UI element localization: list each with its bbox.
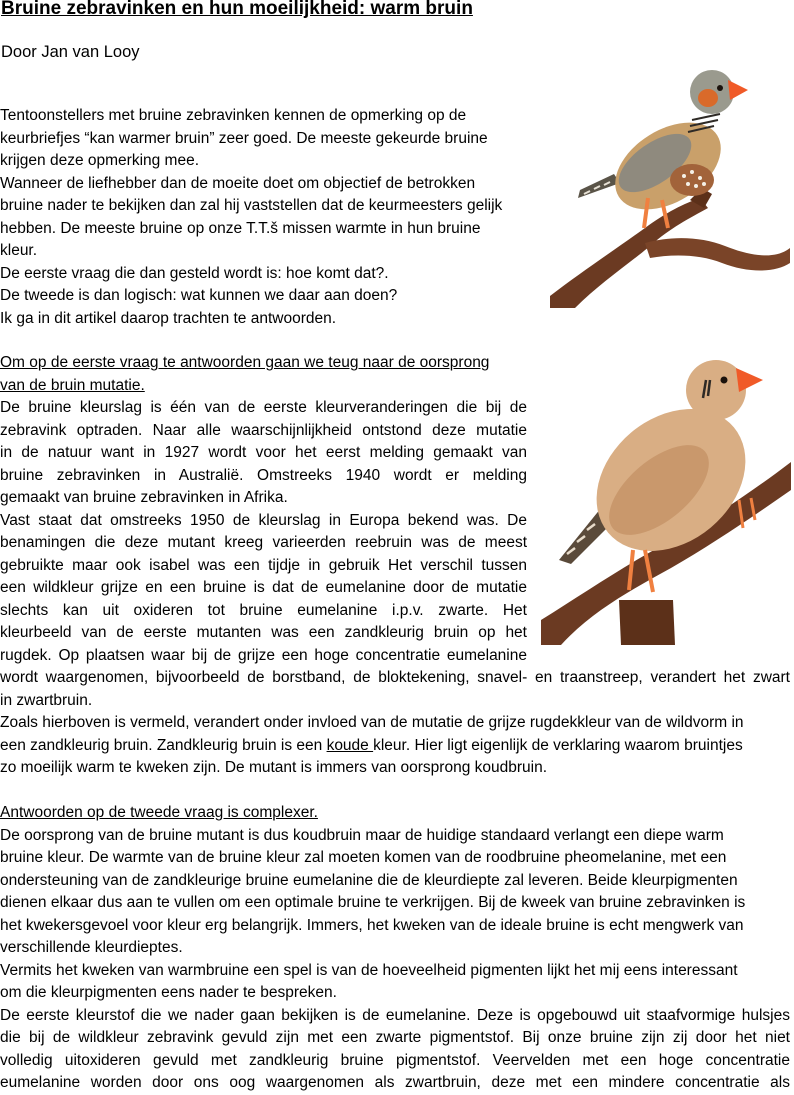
text-line: Wanneer de liefhebber dan de moeite doet om objectief de betrokken [0,174,476,192]
text-line: eumelanine worden door ons oog waargenomen als zwartbruin, deze met een mindere concentratie als [0,1074,790,1091]
text-line: hebben. De meeste bruine op onze T.T.š missen warmte in hun bruine [0,219,481,237]
bird-beak [736,368,763,392]
section-2-heading: Antwoorden op de tweede vraag is complexer. [0,804,318,821]
text-line: De eerste vraag die dan gesteld wordt is: hoe komt dat?. [0,264,389,282]
text-fragment: kleur. Hier ligt eigenlijk de verklaring waarom bruintjes [373,736,743,754]
text-line: in zwartbruin. [0,691,93,709]
page-title: Bruine zebravinken en hun moeilijkheid: warm bruin [1,0,473,19]
author-byline: Door Jan van Looy [1,43,140,61]
text-line: dienen elkaar dus aan te vullen om een optimale bruine te verkrijgen. Bij de kweek van bruine zebravinken is [0,894,746,911]
bird-eye [717,85,723,91]
text-line: rugdek. Op plaatsen waar bij de grijze een hoge concentratie eumelanine [0,646,527,664]
text-line: bruine nader te bekijken dan zal hij vaststellen dat de keurmeesters gelijk [0,197,503,214]
text-line: Zoals hierboven is vermeld, verandert onder invloed van de mutatie de grijze rugdekkleur van de wildvorm in [0,714,744,731]
zebra-finch-photo-wildtype [550,68,790,308]
text-line: het kwekersgevoel voor kleur erg belangrijk. Immers, het kweken van de ideale bruine is echt mengwerk van [0,916,744,934]
text-line: zo moeilijk warm te kweken zijn. De mutant is immers van oorsprong koudbruin. [0,759,548,776]
text-line: bruine kleur. De warmte van de bruine kleur zal moeten komen van de roodbruine pheomelanine, met een [0,849,727,866]
text-line: benamingen die deze mutant kreeg varieerden reebruin was de meest [0,534,527,551]
section-1-column [0,352,527,667]
underlined-word: koude [326,736,374,754]
branch-shape [619,600,675,645]
text-line: De tweede is dan logisch: wat kunnen we daar aan doen? [0,287,398,304]
text-line: ondersteuning van de zandkleurige bruine eumelanine die de kleurdiepte zal leveren. Beide kleurpigmenten [0,871,738,889]
bird-flank [670,164,714,196]
text-line: kleur. [0,242,38,259]
bird-eye [721,377,728,384]
text-line: krijgen deze opmerking mee. [0,152,200,169]
text-line: verschillende kleurdieptes. [0,939,183,956]
text-line: gebruikte maar ook isabel was een tijdje in gebruik Het verschil tussen [0,556,527,574]
intro-paragraph [0,105,540,330]
text-line: die bij de wildkleur zebravink gevuld zijn met een zwarte pigmentstof. Bij onze bruine zijn zij door het niet [0,1029,790,1046]
text-line: bruine zebravinken in Australië. Omstreeks 1940 wordt er melding [0,466,527,484]
text-line: Vast staat dat omstreeks 1950 de kleurslag in Europa bekend was. De [0,511,527,529]
section-1-continuation [0,667,790,780]
text-line: om die kleurpigmenten eens nader te bespreken. [0,984,337,1001]
zebra-finch-photo-brown [541,350,791,645]
text-line: wordt waargenomen, bijvoorbeeld de borstband, de bloktekening, snavel- en traanstreep, verandert het zwart [0,669,790,686]
text-line: zebravink optraden. Naar alle waarschijnlijkheid ontstond deze mutatie [0,421,527,439]
text-line: De bruine kleurslag is één van de eerste kleurveranderingen die bij de [0,399,527,416]
bird-beak [728,80,748,100]
section-1-heading: Om op de eerste vraag te antwoorden gaan we teug naar de oorsprong [0,354,490,371]
text-line: keurbriefjes “kan warmer bruin” zeer goed. De meeste gekeurde bruine [0,129,488,147]
section-2 [0,802,790,1095]
text-line: De eerste kleurstof die we nader gaan bekijken is de eumelanine. Deze is opgebouwd uit staafvormige hulsjes [0,1006,790,1024]
text-line: slechts kan uit oxideren tot bruine eumelanine i.p.v. zwarte. Het [0,601,527,619]
text-line [0,735,790,758]
text-line: een wildkleur grijze en een bruine is dat de eumelanine door de mutatie [0,579,527,596]
branch-shape [645,238,790,270]
text-line: volledig uitoxideren gevuld met zandkleurig bruine pigmentstof. Veervelden met een hoge concentratie [0,1051,790,1069]
section-1-heading: van de bruin mutatie. [0,376,145,394]
text-line: gemaakt van bruine zebravinken in Afrika. [0,489,288,506]
text-line: De oorsprong van de bruine mutant is dus koudbruin maar de huidige standaard verlangt een diepe warm [0,826,724,844]
text-line: kleurbeeld van de eerste mutanten was een zandkleurig bruin op het [0,624,527,641]
text-line: Tentoonstellers met bruine zebravinken kennen de opmerking op de [0,107,467,124]
text-line: Vermits het kweken van warmbruine een spel is van de hoeveelheid pigmenten lijkt het mij eens interessant [0,961,738,979]
text-line: Ik ga in dit artikel daarop trachten te antwoorden. [0,309,337,327]
text-fragment: een zandkleurig bruin. Zandkleurig bruin is een [0,736,327,754]
text-line: in de natuur want in 1927 wordt voor het eerst melding gemaakt van [0,444,527,461]
bird-cheek [698,89,718,107]
